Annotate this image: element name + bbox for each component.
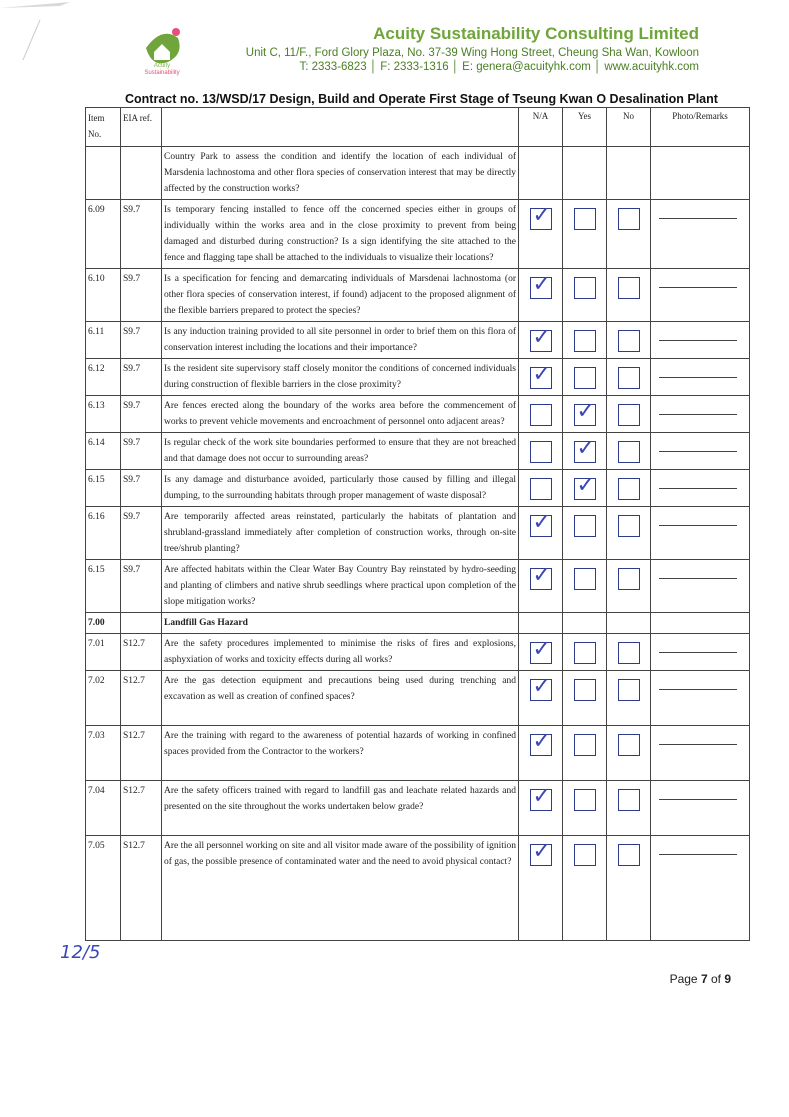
checkbox-cell-na xyxy=(519,359,563,396)
no-checkbox[interactable] xyxy=(618,404,640,426)
na-checkbox[interactable] xyxy=(530,362,552,389)
col-no: No xyxy=(607,108,651,147)
yes-checkbox[interactable] xyxy=(574,789,596,811)
checkbox-cell-na xyxy=(519,507,563,560)
question-text: Are affected habitats within the Clear Water Bay Country Bay reinstated by hydro-seeding and planting of climbers and native shrub seedlings where practical upon completion of the slope mitigation works? xyxy=(162,560,519,613)
table-row xyxy=(86,836,750,941)
na-checkbox[interactable] xyxy=(530,441,552,463)
remarks-line[interactable] xyxy=(659,340,737,341)
question-text: Is any induction training provided to all site personnel in order to brief them on this flora of conservation interest including the locations and their importance? xyxy=(162,322,519,359)
yes-checkbox[interactable] xyxy=(574,642,596,664)
checkmark-icon: ✓ xyxy=(532,362,551,387)
table-row xyxy=(86,470,750,507)
item-number: 7.03 xyxy=(86,726,121,781)
checklist-table xyxy=(85,107,750,941)
table-row xyxy=(86,634,750,671)
item-number: 7.01 xyxy=(86,634,121,671)
question-text: Is temporary fencing installed to fence off the concerned species either in groups of individually within the works area and in the close proximity to prevent from being damaged and disturbed during construction? Is a sign identifying the site attached to the fence and flagging tape shall be attached to the individuals to visualize their locations? xyxy=(162,200,519,269)
checkmark-icon: ✓ xyxy=(576,473,595,498)
checkbox-cell-no xyxy=(607,322,651,359)
eia-ref: S12.7 xyxy=(121,671,162,726)
item-number: 6.15 xyxy=(86,470,121,507)
col-eia: EIA ref. xyxy=(121,108,162,147)
remarks-line[interactable] xyxy=(659,652,737,653)
checkbox-cell-na xyxy=(519,470,563,507)
question-text: Are the safety procedures implemented to minimise the risks of fires and explosions, asphyxiation of works and toxicity effects during all works? xyxy=(162,634,519,671)
checkbox-cell-no xyxy=(607,836,651,941)
remarks-cell xyxy=(651,836,750,941)
remarks-cell xyxy=(651,634,750,671)
remarks-line[interactable] xyxy=(659,451,737,452)
section-title: Landfill Gas Hazard xyxy=(162,613,519,634)
checkbox-cell-na xyxy=(519,560,563,613)
eia-ref: S9.7 xyxy=(121,269,162,322)
corner-scan-mark xyxy=(0,0,80,60)
table-row xyxy=(86,359,750,396)
checkbox-cell-no xyxy=(607,726,651,781)
checkbox-cell-na xyxy=(519,322,563,359)
item-number: 6.12 xyxy=(86,359,121,396)
checkbox-cell-yes xyxy=(563,726,607,781)
table-row xyxy=(86,269,750,322)
checkbox-cell-yes xyxy=(563,634,607,671)
item-number: 7.05 xyxy=(86,836,121,941)
table-row xyxy=(86,671,750,726)
yes-checkbox[interactable] xyxy=(574,367,596,389)
col-yes: Yes xyxy=(563,108,607,147)
no-checkbox[interactable] xyxy=(618,844,640,866)
remarks-cell xyxy=(651,560,750,613)
checkmark-icon: ✓ xyxy=(576,436,595,461)
checkbox-cell-yes xyxy=(563,433,607,470)
yes-checkbox[interactable] xyxy=(574,436,596,463)
eia-ref: S9.7 xyxy=(121,433,162,470)
eia-ref: S9.7 xyxy=(121,200,162,269)
checkbox-cell-yes xyxy=(563,781,607,836)
handwritten-note: 12/5 xyxy=(60,942,101,963)
item-number: 6.15 xyxy=(86,560,121,613)
eia-ref: S9.7 xyxy=(121,359,162,396)
yes-checkbox[interactable] xyxy=(574,208,596,230)
section-number: 7.00 xyxy=(86,613,121,634)
remarks-cell xyxy=(651,396,750,433)
no-checkbox[interactable] xyxy=(618,789,640,811)
yes-checkbox[interactable] xyxy=(574,330,596,352)
remarks-cell xyxy=(651,322,750,359)
checkmark-icon: ✓ xyxy=(532,637,551,662)
question-text: Is any damage and disturbance avoided, particularly those caused by filling and illegal dumping, to the surrounding habitats through proper management of waste disposal? xyxy=(162,470,519,507)
yes-checkbox[interactable] xyxy=(574,473,596,500)
remarks-line[interactable] xyxy=(659,578,737,579)
company-contact: T: 2333-6823 │ F: 2333-1316 │ E: genera@acuityhk.com │ www.acuityhk.com xyxy=(299,61,699,73)
question-text: Are the training with regard to the awareness of potential hazards of working in confined spaces provided from the Contractor to the workers? xyxy=(162,726,519,781)
checkbox-cell-no xyxy=(607,433,651,470)
checkmark-icon: ✓ xyxy=(532,203,551,228)
item-number: 7.02 xyxy=(86,671,121,726)
question-text: Country Park to assess the condition and identify the location of each individual of Marsdenia lachnostoma and other flora species of conservation interest that may be directly affected by the construction works? xyxy=(162,147,519,200)
table-row xyxy=(86,200,750,269)
yes-checkbox[interactable] xyxy=(574,734,596,756)
checkbox-cell-no xyxy=(607,470,651,507)
section-header-row xyxy=(86,613,750,634)
remarks-line[interactable] xyxy=(659,525,737,526)
checkbox-cell-no xyxy=(607,269,651,322)
na-checkbox[interactable] xyxy=(530,563,552,590)
question-text: Are the gas detection equipment and precautions being used during trenching and excavation as well as creation of confined spaces? xyxy=(162,671,519,726)
checkbox-cell-yes xyxy=(563,359,607,396)
remarks-cell xyxy=(651,433,750,470)
question-text: Are temporarily affected areas reinstated, particularly the habitats of plantation and shrubland-grassland immediately after completion of construction works, through on-site tree/shrub planting? xyxy=(162,507,519,560)
checkbox-cell-na xyxy=(519,396,563,433)
checkmark-icon: ✓ xyxy=(532,563,551,588)
item-number: 6.09 xyxy=(86,200,121,269)
remarks-cell xyxy=(651,726,750,781)
checkbox-cell-yes xyxy=(563,507,607,560)
na-checkbox[interactable] xyxy=(530,272,552,299)
yes-checkbox[interactable] xyxy=(574,844,596,866)
col-remarks: Photo/Remarks xyxy=(651,108,750,147)
table-row xyxy=(86,507,750,560)
na-checkbox[interactable] xyxy=(530,729,552,756)
remarks-line[interactable] xyxy=(659,377,737,378)
eia-ref: S9.7 xyxy=(121,560,162,613)
yes-checkbox[interactable] xyxy=(574,399,596,426)
na-checkbox[interactable] xyxy=(530,404,552,426)
checkbox-cell-no xyxy=(607,634,651,671)
remarks-cell xyxy=(651,359,750,396)
logo-text: Acuity Sustainability xyxy=(144,63,180,76)
remarks-cell xyxy=(651,507,750,560)
checkbox-cell-yes xyxy=(563,470,607,507)
na-checkbox[interactable] xyxy=(530,674,552,701)
yes-checkbox[interactable] xyxy=(574,515,596,537)
remarks-line[interactable] xyxy=(659,488,737,489)
na-checkbox[interactable] xyxy=(530,510,552,537)
remarks-cell xyxy=(651,200,750,269)
no-checkbox[interactable] xyxy=(618,367,640,389)
checkbox-cell-no xyxy=(607,359,651,396)
remarks-line[interactable] xyxy=(659,689,737,690)
checkbox-cell-yes xyxy=(563,322,607,359)
item-number: 6.14 xyxy=(86,433,121,470)
question-text: Is a specification for fencing and demarcating individuals of Marsdenai lachnostoma (or other flora species of conservation interest, if found) adjacent to the proposed alignment of the flexible barriers prepared to protect the species? xyxy=(162,269,519,322)
checkbox-cell-na xyxy=(519,836,563,941)
checkbox-cell-na xyxy=(519,671,563,726)
checkbox-cell-na xyxy=(519,269,563,322)
eia-ref: S12.7 xyxy=(121,726,162,781)
col-item: Item No. xyxy=(86,108,121,147)
item-number: 6.13 xyxy=(86,396,121,433)
remarks-cell xyxy=(651,671,750,726)
yes-checkbox[interactable] xyxy=(574,277,596,299)
question-text: Is regular check of the work site boundaries performed to ensure that they are not breached and that damage does not occur to surrounding areas? xyxy=(162,433,519,470)
contract-title: Contract no. 13/WSD/17 Design, Build and Operate First Stage of Tseung Kwan O Desalination Plant xyxy=(125,92,718,106)
na-checkbox[interactable] xyxy=(530,784,552,811)
checkbox-cell-no xyxy=(607,507,651,560)
eia-ref: S9.7 xyxy=(121,470,162,507)
remarks-cell xyxy=(651,781,750,836)
remarks-line[interactable] xyxy=(659,799,737,800)
question-text: Are the all personnel working on site and all visitor made aware of the possibility of ignition of gas, the possible presence of contaminated water and the need to avoid physical contact? xyxy=(162,836,519,941)
col-question xyxy=(162,108,519,147)
checkmark-icon: ✓ xyxy=(576,399,595,424)
no-checkbox[interactable] xyxy=(618,679,640,701)
table-row xyxy=(86,396,750,433)
checkbox-cell-yes xyxy=(563,560,607,613)
remarks-cell xyxy=(651,470,750,507)
table-row xyxy=(86,781,750,836)
table-row xyxy=(86,433,750,470)
checkbox-cell-no xyxy=(607,396,651,433)
checkbox-cell-yes xyxy=(563,396,607,433)
checkmark-icon: ✓ xyxy=(532,325,551,350)
checkbox-cell-yes xyxy=(563,200,607,269)
checkmark-icon: ✓ xyxy=(532,729,551,754)
na-checkbox[interactable] xyxy=(530,839,552,866)
checkmark-icon: ✓ xyxy=(532,784,551,809)
table-row xyxy=(86,726,750,781)
col-na: N/A xyxy=(519,108,563,147)
company-header xyxy=(246,24,699,73)
no-checkbox[interactable] xyxy=(618,515,640,537)
no-checkbox[interactable] xyxy=(618,568,640,590)
checkbox-cell-yes xyxy=(563,836,607,941)
remarks-line[interactable] xyxy=(659,218,737,219)
remarks-line[interactable] xyxy=(659,414,737,415)
checkmark-icon: ✓ xyxy=(532,674,551,699)
item-number: 6.11 xyxy=(86,322,121,359)
na-checkbox[interactable] xyxy=(530,478,552,500)
remarks-line[interactable] xyxy=(659,854,737,855)
table-row xyxy=(86,560,750,613)
eia-ref: S9.7 xyxy=(121,507,162,560)
yes-checkbox[interactable] xyxy=(574,568,596,590)
checkbox-cell-na xyxy=(519,781,563,836)
checkbox-cell-no xyxy=(607,781,651,836)
table-row-continuation xyxy=(86,147,750,200)
eia-ref: S9.7 xyxy=(121,322,162,359)
question-text: Is the resident site supervisory staff closely monitor the conditions of concerned individuals during construction of flexible barriers in the close proximity? xyxy=(162,359,519,396)
company-address: Unit C, 11/F., Ford Glory Plaza, No. 37-39 Wing Hong Street, Cheung Sha Wan, Kowloon xyxy=(245,47,699,59)
no-checkbox[interactable] xyxy=(618,330,640,352)
no-checkbox[interactable] xyxy=(618,478,640,500)
remarks-line[interactable] xyxy=(659,287,737,288)
no-checkbox[interactable] xyxy=(618,734,640,756)
checkbox-cell-no xyxy=(607,560,651,613)
eia-ref: S12.7 xyxy=(121,781,162,836)
table-row xyxy=(86,322,750,359)
yes-checkbox[interactable] xyxy=(574,679,596,701)
page-number: Page 7 of 9 xyxy=(669,972,731,986)
na-checkbox[interactable] xyxy=(530,325,552,352)
remarks-cell xyxy=(651,269,750,322)
checkbox-cell-yes xyxy=(563,269,607,322)
item-number: 6.16 xyxy=(86,507,121,560)
eia-ref: S12.7 xyxy=(121,634,162,671)
checkbox-cell-na xyxy=(519,200,563,269)
no-checkbox[interactable] xyxy=(618,441,640,463)
question-text: Are the safety officers trained with regard to landfill gas and leachate related hazards and presented on the site throughout the works undertaken below grade? xyxy=(162,781,519,836)
checkmark-icon: ✓ xyxy=(532,272,551,297)
checkbox-cell-yes xyxy=(563,671,607,726)
na-checkbox[interactable] xyxy=(530,203,552,230)
company-name: Acuity Sustainability Consulting Limited xyxy=(373,24,699,43)
checkbox-cell-na xyxy=(519,726,563,781)
no-checkbox[interactable] xyxy=(618,208,640,230)
eia-ref: S12.7 xyxy=(121,836,162,941)
no-checkbox[interactable] xyxy=(618,277,640,299)
remarks-line[interactable] xyxy=(659,744,737,745)
checkmark-icon: ✓ xyxy=(532,839,551,864)
checkbox-cell-no xyxy=(607,200,651,269)
eia-ref: S9.7 xyxy=(121,396,162,433)
no-checkbox[interactable] xyxy=(618,642,640,664)
table-header-row xyxy=(86,108,750,147)
checkbox-cell-no xyxy=(607,671,651,726)
question-text: Are fences erected along the boundary of the works area before the commencement of works to prevent vehicle movements and encroachment of personnel onto adjacent areas? xyxy=(162,396,519,433)
item-number: 6.10 xyxy=(86,269,121,322)
na-checkbox[interactable] xyxy=(530,637,552,664)
item-number: 7.04 xyxy=(86,781,121,836)
checkbox-cell-na xyxy=(519,433,563,470)
checkmark-icon: ✓ xyxy=(532,510,551,535)
checkbox-cell-na xyxy=(519,634,563,671)
